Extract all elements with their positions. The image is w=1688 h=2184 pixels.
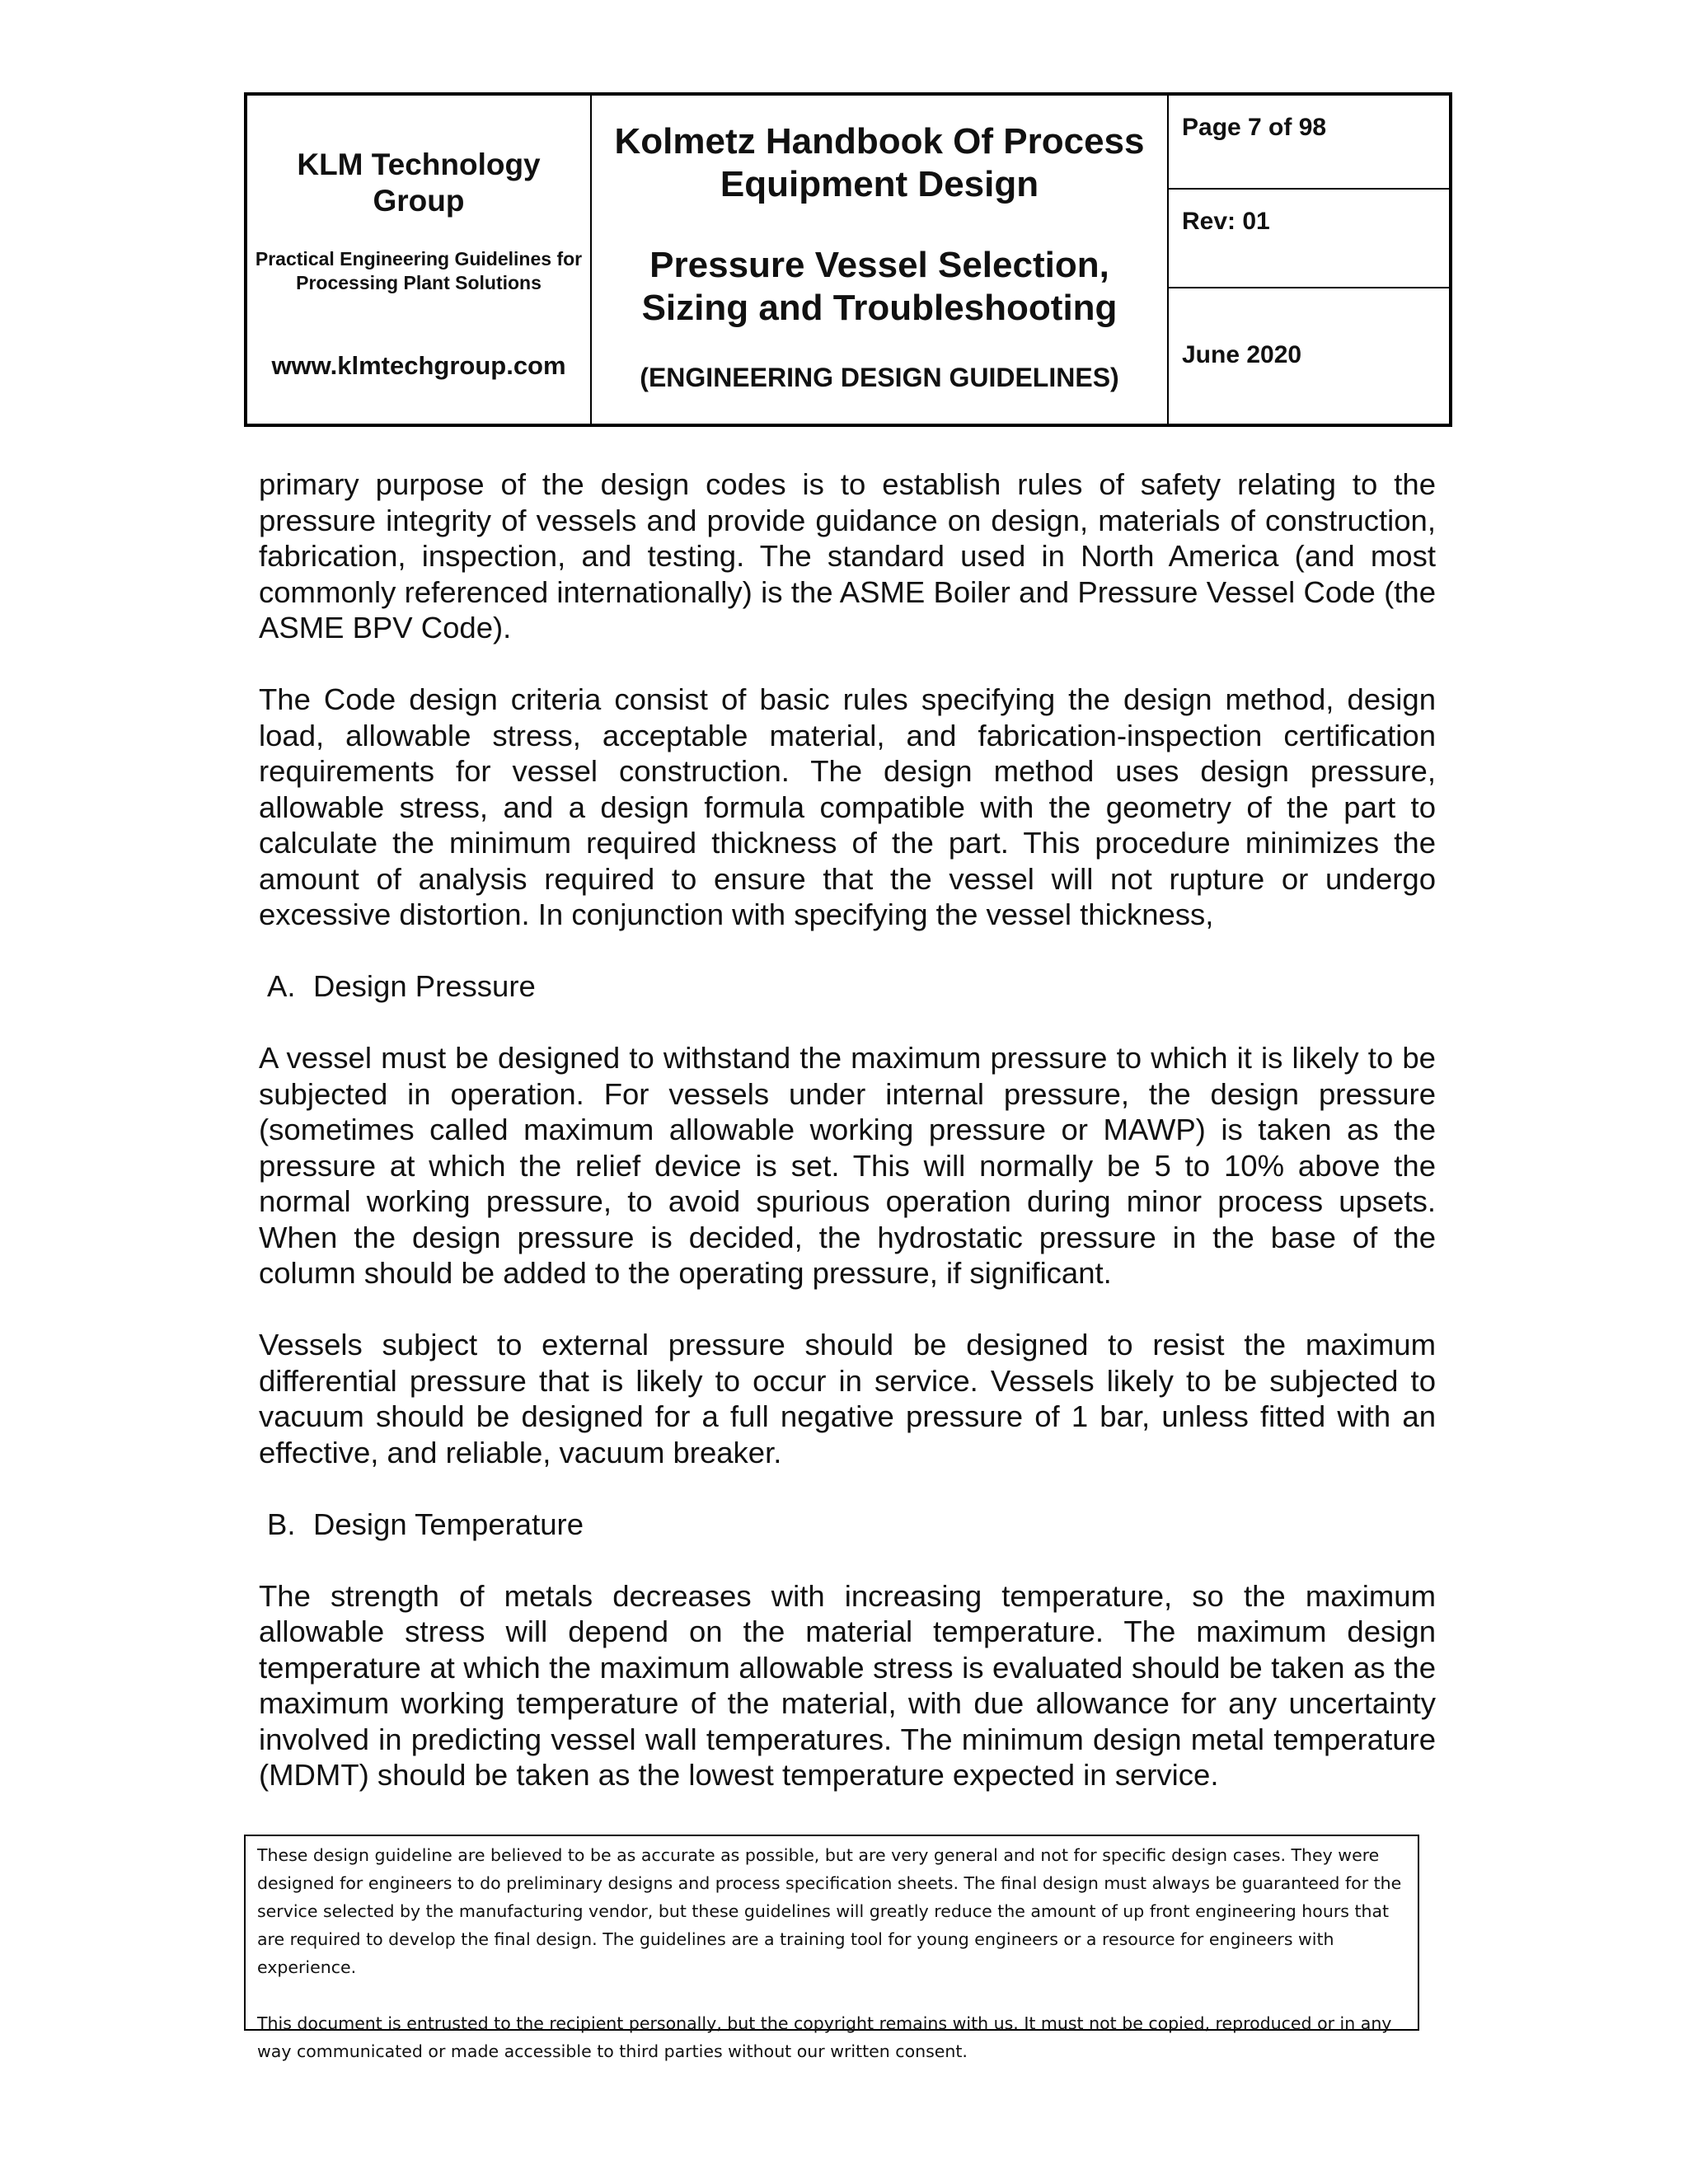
document-type: (ENGINEERING DESIGN GUIDELINES)	[640, 363, 1119, 392]
section-heading-design-temperature	[267, 1507, 1436, 1543]
company-name: KLM Technology Group	[297, 148, 541, 218]
section-title: Design Pressure	[313, 969, 536, 1003]
revision: Rev: 01	[1169, 188, 1449, 287]
section-heading-design-pressure	[267, 968, 1436, 1005]
meta-cell	[1169, 96, 1449, 424]
intro-paragraph: primary purpose of the design codes is to establish rules of safety relating to the pressure integrity of vessels and provide guidance on design, materials of construction, fabrication, inspection, and testing. The standard used in North America (and most commonly referenced internationally) is the ASME Boiler and Pressure Vessel Code (the ASME BPV Code).	[259, 467, 1436, 644]
document-date: June 2020	[1169, 287, 1449, 424]
disclaimer-paragraph-1: These design guideline are believed to be as accurate as possible, but are very general and not for specific design cases. They were designed for engineers to do preliminary designs and process specification sheets. The final design must always be guaranteed for the service selected by the manufacturing vendor, but these guidelines will greatly reduce the amount of up front engineering hours that are required to develop the final design. The guidelines are a training tool for young engineers or a resource for engineers with experience.	[257, 1845, 1402, 1977]
handbook-title: Kolmetz Handbook Of Process Equipment Design	[614, 121, 1145, 204]
page-number: Page 7 of 98	[1182, 114, 1327, 141]
section-title: Design Temperature	[313, 1507, 584, 1541]
document-header	[244, 92, 1452, 427]
section-letter: B.	[267, 1507, 296, 1541]
design-pressure-paragraph-2: Vessels subject to external pressure should be designed to resist the maximum differential pressure that is likely to occur in service. Vessels likely to be subjected to vacuum should be designed for a full negative pressure of 1 bar, unless fitted with an effective, and reliable, vacuum breaker.	[259, 1328, 1436, 1469]
company-website: www.klmtechgroup.com	[271, 351, 566, 380]
code-criteria-paragraph: The Code design criteria consist of basic rules specifying the design method, design load, allowable stress, acceptable material, and fabrication-inspection certification requirements for vessel construction. The design method uses design pressure, allowable stress, and a design formula compatible with the geometry of the part to calculate the minimum required thickness of the part. This procedure minimizes the amount of analysis required to ensure that the vessel will not rupture or undergo excessive distortion. In conjunction with specifying the vessel thickness,	[259, 682, 1436, 931]
page-content	[259, 466, 1436, 1793]
company-tagline: Practical Engineering Guidelines for Processing Plant Solutions	[255, 248, 583, 293]
document-title: Pressure Vessel Selection, Sizing and Troubleshooting	[641, 245, 1118, 328]
design-temperature-paragraph: The strength of metals decreases with increasing temperature, so the maximum allowable stress will depend on the material temperature. The maximum design temperature at which the maximum allowable stress is evaluated should be taken as the maximum working temperature of the material, with due allowance for any uncertainty involved in predicting vessel wall temperatures. The minimum design metal temperature (MDMT) should be taken as the lowest temperature expected in service.	[259, 1578, 1436, 1792]
disclaimer-paragraph-2: This document is entrusted to the recipient personally, but the copyright remains with us. It must not be copied, reproduced or in any way communicated or made accessible to third parties without our written consent.	[257, 2013, 1392, 2061]
design-pressure-paragraph-1: A vessel must be designed to withstand the maximum pressure to which it is likely to be subjected in operation. For vessels under internal pressure, the design pressure (sometimes called maximum allowable working pressure or MAWP) is taken as the pressure at which the relief device is set. This will normally be 5 to 10% above the normal working pressure, to avoid spurious operation during minor process upsets. When the design pressure is decided, the hydrostatic pressure in the base of the column should be added to the operating pressure, if significant.	[259, 1041, 1436, 1290]
company-cell	[247, 96, 592, 424]
section-letter: A.	[267, 969, 296, 1003]
title-cell	[592, 96, 1169, 424]
disclaimer-box	[244, 1835, 1419, 2061]
